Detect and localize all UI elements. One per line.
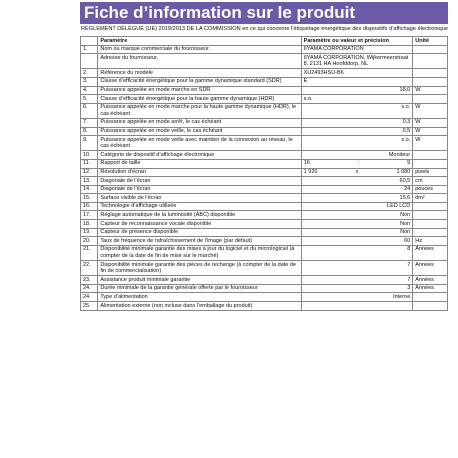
header-value: Paramètre ou valeur et précision	[301, 37, 413, 46]
row-param: Surface visible de l’écran	[98, 194, 301, 203]
row-value: 7	[301, 276, 413, 285]
row-number: 23.	[81, 276, 98, 285]
row-value: Interne	[301, 293, 413, 302]
row-number: 21.	[81, 245, 98, 260]
header-number	[81, 37, 98, 46]
product-info-table	[80, 36, 448, 311]
table-row	[81, 168, 448, 177]
row-number: 3.	[81, 77, 98, 86]
row-value: 24	[301, 185, 413, 194]
row-value-v2: 9	[407, 160, 411, 167]
row-param: Technologie d’affichage utilisée	[98, 202, 301, 211]
row-number: 9.	[81, 136, 98, 151]
row-value: IIYAMA CORPORATION	[301, 45, 413, 54]
row-number: 24.	[81, 284, 98, 293]
row-number: 10.	[81, 151, 98, 160]
row-unit: cm	[413, 177, 448, 186]
table-body	[81, 45, 448, 310]
row-unit: Années	[413, 261, 448, 276]
table-row	[81, 159, 448, 168]
row-param: Taux de fréquence de rafraîchissement de l’image (par défaut)	[98, 237, 301, 246]
row-value-v1: 1 920	[303, 169, 318, 175]
row-number: 5.	[81, 95, 98, 104]
table-row	[81, 45, 448, 54]
row-number: 1.	[81, 45, 98, 54]
row-param: Alimentation externe (non incluse dans l’emballage du produit)	[98, 302, 301, 311]
row-param: Classe d’efficacité énergétique pour la haute gamme dynamique (HDR)	[98, 95, 301, 104]
row-value: s.o.	[301, 136, 413, 151]
row-value-sep: :	[357, 160, 360, 167]
row-value-v2: 1 080	[396, 169, 411, 175]
row-number: 12.	[81, 168, 98, 177]
row-number: 7.	[81, 118, 98, 127]
row-unit	[413, 211, 448, 220]
row-number: 6.	[81, 103, 98, 118]
table-row	[81, 276, 448, 285]
table-row	[81, 185, 448, 194]
row-value: s.o.	[301, 103, 413, 118]
row-number: 22.	[81, 261, 98, 276]
row-param: Catégorie de dispositif d’affichage électronique	[98, 151, 301, 160]
row-unit: W	[413, 103, 448, 118]
row-param: Puissance appelée en mode veille avec maintien de la connexion au réseau, le cas échéant	[98, 136, 301, 151]
row-param: Référence du modèle	[98, 69, 301, 78]
table-row	[81, 86, 448, 95]
table-row	[81, 177, 448, 186]
row-value-v1: 16	[303, 160, 310, 167]
row-param: Capteur de reconnaissance vocale disponible	[98, 220, 301, 229]
row-unit	[413, 151, 448, 160]
row-unit: pixels	[413, 168, 448, 177]
row-param: Réglage automatique de la luminosité (ABC) disponible	[98, 211, 301, 220]
row-unit	[413, 159, 448, 168]
row-unit: W	[413, 86, 448, 95]
table-row	[81, 54, 448, 69]
row-param: Rapport de taille	[98, 159, 301, 168]
row-unit	[413, 228, 448, 237]
row-param: Disponibilité minimale garantie des pièces de rechange (à compter de la date de fin de commercialisation)	[98, 261, 301, 276]
row-number: 2.	[81, 69, 98, 78]
row-unit	[413, 69, 448, 78]
row-unit: W	[413, 118, 448, 127]
row-value: 0,3	[301, 118, 413, 127]
table-row	[81, 194, 448, 203]
row-unit: W	[413, 136, 448, 151]
row-value: LED LCD	[301, 202, 413, 211]
row-unit: dm²	[413, 194, 448, 203]
row-value-split	[304, 169, 411, 176]
row-param: Puissance appelée en mode arrêt, le cas échéant	[98, 118, 301, 127]
row-param: Puissance appelée en mode marche pour la haute gamme dynamique (HDR), le cas échéant	[98, 103, 301, 118]
row-number: 14.	[81, 185, 98, 194]
row-value	[301, 302, 413, 311]
row-param: Résolution d’écran	[98, 168, 301, 177]
table-row	[81, 118, 448, 127]
row-value: 15,6	[301, 194, 413, 203]
row-value: 0,5	[301, 127, 413, 136]
row-number: 25.	[81, 302, 98, 311]
table-row	[81, 237, 448, 246]
row-value: 18,0	[301, 86, 413, 95]
row-value: IIYAMA CORPORATION, Wijkermeerstraat 8, 2131 HA Hoofddorp, NL	[301, 54, 413, 69]
row-unit	[413, 302, 448, 311]
table-row	[81, 284, 448, 293]
row-value	[301, 159, 413, 168]
header-param: Paramètre	[98, 37, 301, 46]
row-unit: pouces	[413, 185, 448, 194]
row-param: Puissance appelée en mode marche en SDR	[98, 86, 301, 95]
row-value: E	[301, 77, 413, 86]
table-row	[81, 245, 448, 260]
row-unit: Hz	[413, 237, 448, 246]
row-value: Non	[301, 211, 413, 220]
row-value: Non	[301, 220, 413, 229]
table-row	[81, 127, 448, 136]
row-number	[81, 54, 98, 69]
page-title: Fiche d’information sur le produit	[80, 2, 448, 24]
table-row	[81, 95, 448, 104]
row-number: 16.	[81, 202, 98, 211]
row-param: Nom ou marque commerciale du fournisseur.	[98, 45, 301, 54]
table-row	[81, 228, 448, 237]
row-value-sep: x	[355, 169, 359, 175]
row-param: Classe d’efficacité énergétique pour la gamme dynamique standard (SDR)	[98, 77, 301, 86]
row-number: 24.	[81, 293, 98, 302]
row-unit	[413, 293, 448, 302]
row-value: 60,5	[301, 177, 413, 186]
row-value: Moniteur	[301, 151, 413, 160]
row-value: s.o.	[301, 95, 413, 104]
table-row	[81, 261, 448, 276]
row-param: Diagonale de l’écran	[98, 177, 301, 186]
regulation-intro: RÈGLEMENT DÉLÉGUÉ (UE) 2019/2013 DE LA COMMISSION en ce qui concerne l’étiquetage énergétique des dispositifs d’affichage électronique	[81, 26, 448, 32]
table-row	[81, 103, 448, 118]
row-number: 15.	[81, 194, 98, 203]
table-header-row	[81, 37, 448, 46]
row-unit: Années	[413, 284, 448, 293]
row-value: Non	[301, 228, 413, 237]
row-param: Adresse du fournisseur.	[98, 54, 301, 69]
row-number: 19.	[81, 228, 98, 237]
table-row	[81, 220, 448, 229]
row-number: 11.	[81, 159, 98, 168]
row-number: 18.	[81, 220, 98, 229]
table-row	[81, 77, 448, 86]
table-row	[81, 211, 448, 220]
row-value: 60	[301, 237, 413, 246]
table-row	[81, 302, 448, 311]
row-param: Durée minimale de la garantie générale offerte par le fournisseur	[98, 284, 301, 293]
row-value: XU2493HSU-B6	[301, 69, 413, 78]
row-param: Diagonale de l’écran	[98, 185, 301, 194]
row-unit: Années	[413, 276, 448, 285]
row-number: 17.	[81, 211, 98, 220]
row-value: 7	[301, 261, 413, 276]
row-unit	[413, 95, 448, 104]
table-row	[81, 136, 448, 151]
row-unit	[413, 45, 448, 54]
table-row	[81, 293, 448, 302]
row-param: Disponibilité minimale garantie des mises à jour du logiciel et du micrologiciel (à compter de la date de fin de mise sur le marché)	[98, 245, 301, 260]
row-value	[301, 168, 413, 177]
row-unit	[413, 77, 448, 86]
row-param: Capteur de présence disponible	[98, 228, 301, 237]
row-param: Type d’alimentation	[98, 293, 301, 302]
table-row	[81, 69, 448, 78]
row-value: 8	[301, 245, 413, 260]
table-row	[81, 151, 448, 160]
row-number: 20.	[81, 237, 98, 246]
header-unit: Unité	[413, 37, 448, 46]
row-number: 4.	[81, 86, 98, 95]
row-unit	[413, 54, 448, 69]
row-unit	[413, 202, 448, 211]
row-param: Assistance produit minimale garantie	[98, 276, 301, 285]
row-param: Puissance appelée en mode veille, le cas échéant	[98, 127, 301, 136]
row-number: 8.	[81, 127, 98, 136]
row-unit: W	[413, 127, 448, 136]
row-unit: Années	[413, 245, 448, 260]
row-value: 3	[301, 284, 413, 293]
table-row	[81, 202, 448, 211]
row-unit	[413, 220, 448, 229]
row-number: 13.	[81, 177, 98, 186]
row-value-split	[304, 160, 411, 167]
